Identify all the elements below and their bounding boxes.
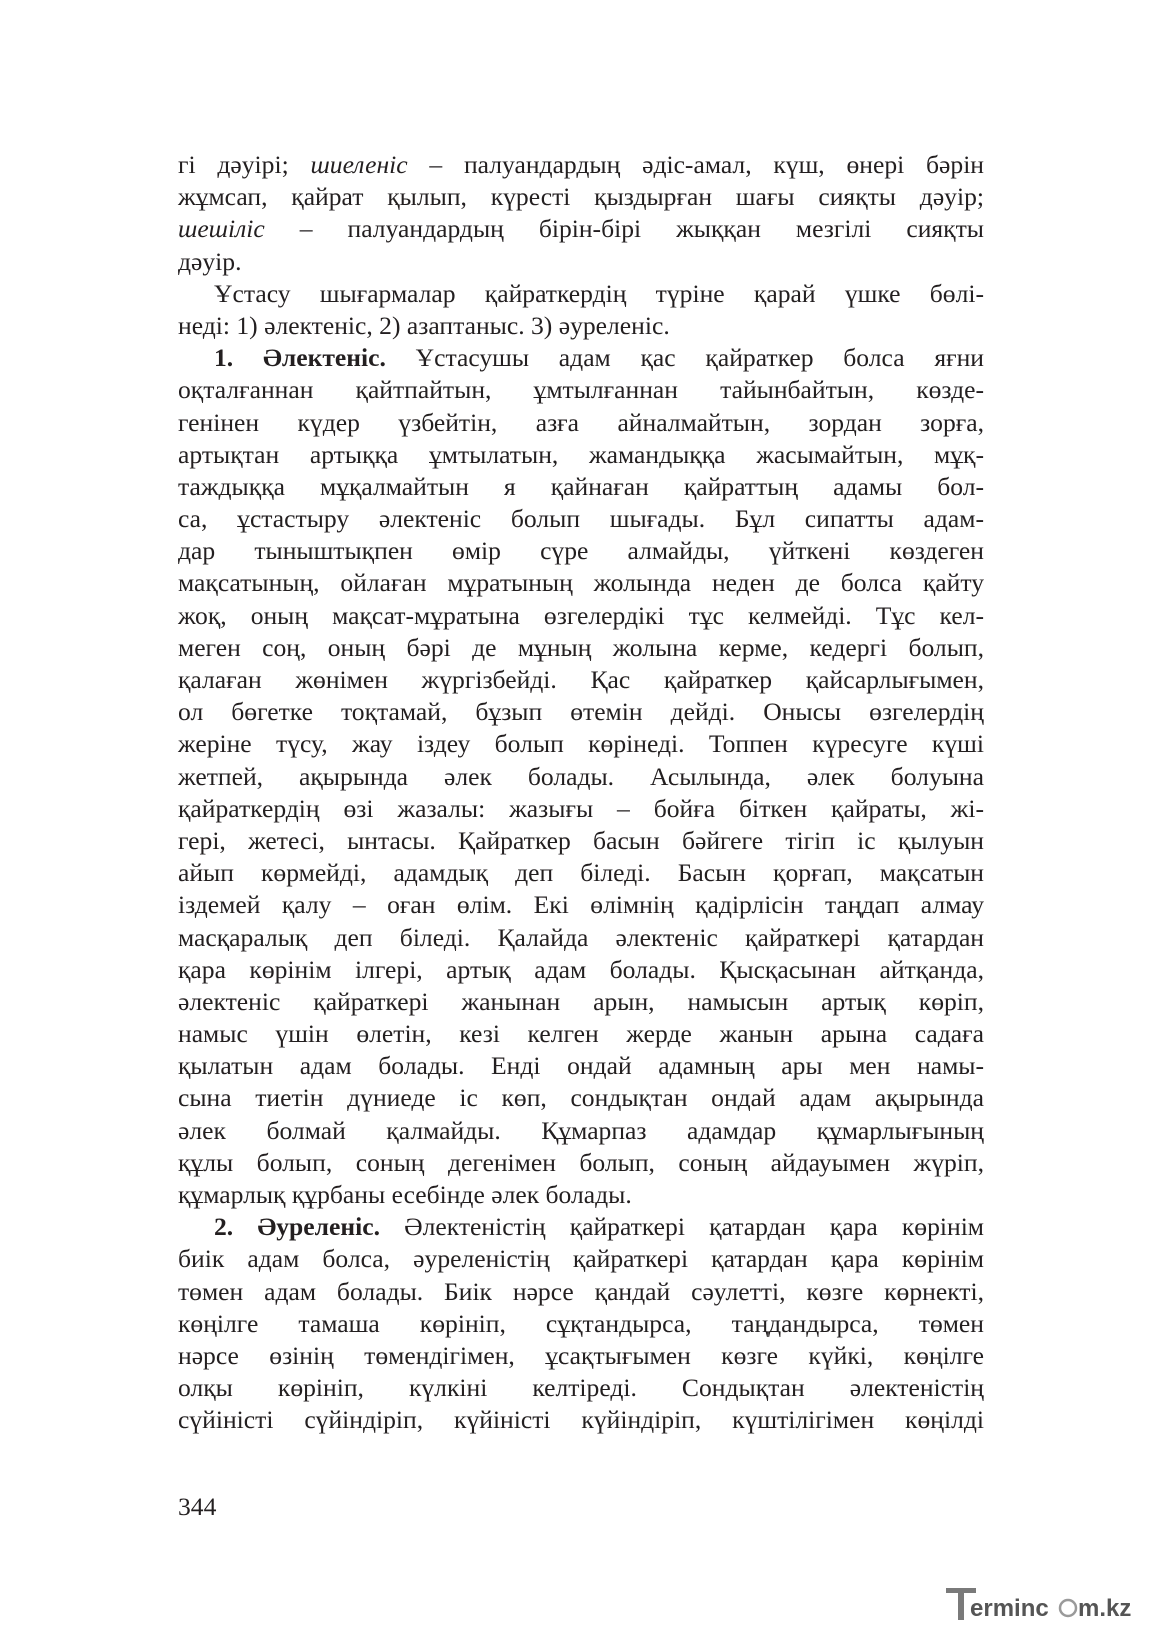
text-line [178,1308,984,1340]
text-run: жұмсап, қайрат қылып, күресті қыздырған шағы сияқты дәуір; [178,182,984,212]
text-line [178,1179,984,1211]
text-run: намыс үшін өлетін, кезі келген жерде жанын арына садаға [178,1019,984,1049]
text-run: оқталғаннан қайтпайтын, ұмтылғаннан тайынбайтын, көзде- [178,375,984,405]
italic-term: шешіліс [178,214,265,244]
section-heading: 1. Әлектеніс. [214,343,386,373]
text-line [178,1243,984,1275]
text-run: артықтан артыққа ұмтылатын, жамандыққа жасымайтын, мұқ- [178,439,984,469]
text-line [178,761,984,793]
text-run: қайраткердің өзі жазалы: жазығы – бойға біткен қайраты, жі- [178,793,984,823]
text-run: олқы көрініп, күлкіні келтіреді. Сондықтан әлектеністің [178,1373,984,1403]
text-line [178,374,984,406]
text-line [178,1276,984,1308]
text-line [178,632,984,664]
text-run: – палуандардың бірін-бірі жыққан мезгілі сияқты [264,214,984,244]
text-run: ол бөгетке тоқтамай, бұзып өтемін дейді. Онысы өзгелердің [178,697,984,727]
svg-text:erminc: erminc [970,1595,1049,1622]
text-line [178,407,984,439]
text-run: дәуір. [178,246,242,276]
text-run: көңілге тамаша көрініп, сұқтандырса, таңдандырса, төмен [178,1308,984,1338]
text-run: іздемей қалу – оған өлім. Екі өлімнің қадірлісін таңдап алмау [178,890,984,920]
text-line [178,246,984,278]
text-line [178,278,984,310]
text-line [178,149,984,181]
text-line [178,1115,984,1147]
text-run: гері, жетесі, ынтасы. Қайраткер басын бәйгеге тігіп іс қылуын [178,825,984,855]
text-run: таждыққа мұқалмайтын я қайнаған қайраттың адамы бол- [178,471,984,501]
text-run: Әлектеністің қайраткері қатардан қара көрінім [379,1212,984,1242]
text-run: әлектеніс қайраткері жанынан арын, намысын артық көріп, [178,986,984,1016]
text-run: – палуандардың әдіс-амал, күш, өнері бәрін [407,150,984,179]
svg-text:m.kz: m.kz [1078,1595,1132,1622]
text-run: жоқ, оның мақсат-мұратына өзгелердікі тұс келмейді. Тұс кел- [178,600,984,630]
watermark-logo-icon [944,1580,1144,1624]
text-line [178,503,984,535]
text-run: қара көрінім ілгері, артық адам болады. Қысқасынан айтқанда, [178,954,984,984]
text-line [178,1340,984,1372]
text-line [178,567,984,599]
text-run: мақсатының, ойлаған мұратының жолында неден де болса қайту [178,568,984,598]
text-line [178,986,984,1018]
text-line [178,600,984,632]
text-line [178,1372,984,1404]
text-line [178,954,984,986]
text-run: нәрсе өзінің төмендігімен, ұсақтығымен көзге күйкі, көңілге [178,1340,984,1370]
text-run: са, ұстастыру әлектеніс болып шығады. Бұл сипатты адам- [178,504,984,534]
text-run: масқаралық деп біледі. Қалайда әлектеніс қайраткері қатардан [178,922,984,952]
section-heading: 2. Әуреленіс. [214,1212,380,1242]
italic-term: шиеленіс [310,150,408,179]
text-line [178,181,984,213]
page-body [178,149,984,1437]
text-run: Ұстасушы адам қас қайраткер болса яғни [385,343,984,373]
text-line [178,922,984,954]
page-number: 344 [178,1492,217,1521]
text-line [178,1018,984,1050]
text-run: гі дәуірі; [178,150,311,179]
text-line [178,1050,984,1082]
text-run: құлы болып, соның дегенімен болып, соның айдауымен жүріп, [178,1147,984,1177]
text-run: биік адам болса, әуреленістің қайраткері қатардан қара көрінім [178,1244,984,1274]
text-run: дар тыныштықпен өмір сүре алмайды, үйткені көздеген [178,536,984,566]
text-run: сүйіністі сүйіндіріп, күйіністі күйіндіріп, күштілігімен көңілді [178,1405,984,1435]
text-run: айып көрмейді, адамдық деп біледі. Басын қорғап, мақсатын [178,858,984,888]
text-line [178,471,984,503]
text-line [178,535,984,567]
text-run: қылатын адам болады. Енді ондай адамның ары мен намы- [178,1051,984,1081]
text-run: төмен адам болады. Биік нәрсе қандай сәулетті, көзге көрнекті, [178,1276,984,1306]
text-line [178,825,984,857]
text-run: генінен күдер үзбейтін, азға айналмайтын, зордан зорға, [178,407,984,437]
text-line [178,1147,984,1179]
text-run: қалаған жөнімен жүргізбейді. Қас қайраткер қайсарлығымен, [178,665,984,694]
text-line [178,696,984,728]
text-line [178,213,984,245]
text-run: әлек болмай қалмайды. Құмарпаз адамдар құмарлығының [178,1115,984,1145]
text-line [178,728,984,760]
text-run: сына тиетін дүниеде іс көп, сондықтан ондай адам ақырында [178,1083,984,1113]
text-run: Ұстасу шығармалар қайраткердің түріне қарай үшке бөлі- [214,278,984,308]
text-line [178,889,984,921]
text-run: жетпей, ақырында әлек болады. Асылында, әлек болуына [178,761,984,791]
text-line [178,342,984,374]
text-line [178,857,984,889]
text-line [178,310,984,342]
text-run: меген соң, оның бәрі де мұның жолына керме, кедергі болып, [178,632,984,662]
text-line [178,1404,984,1436]
text-line [178,439,984,471]
text-run: құмарлық құрбаны есебінде әлек болады. [178,1180,632,1209]
termincom-watermark-logo [944,1580,1144,1624]
text-line [178,664,984,696]
text-line [178,1211,984,1243]
text-run: жеріне түсу, жау іздеу болып көрінеді. Топпен күресуге күші [178,729,984,759]
text-run: неді: 1) әлектеніс, 2) азаптаныс. 3) әуреленіс. [178,310,670,340]
text-line [178,793,984,825]
text-line [178,1082,984,1114]
